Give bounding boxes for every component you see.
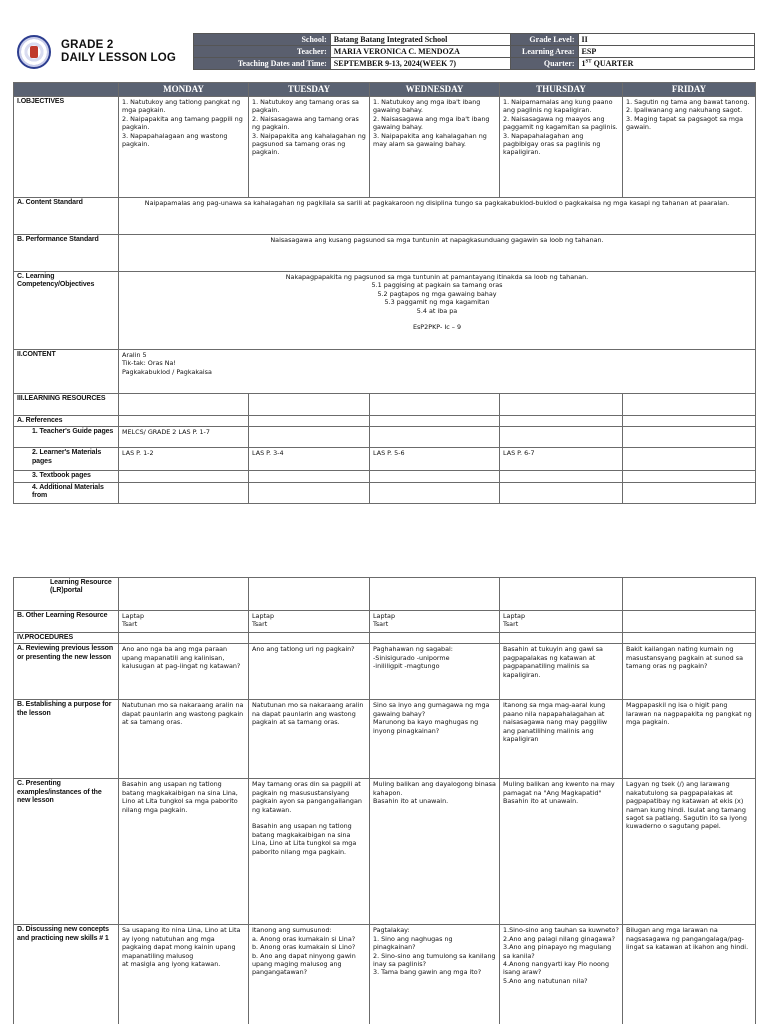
day-header-tuesday: TUESDAY (249, 83, 370, 97)
procedure-c-label: C. Presenting examples/instances of the new lesson (14, 779, 119, 925)
content-standard-label: A. Content Standard (14, 198, 119, 235)
competency-line: Nakapagpapakita ng pagsunod sa mga tuntunin at pamantayang itinakda sa loob ng tahanan. (285, 273, 589, 281)
content-text: Aralin 5 Tik-tak: Oras Na! Pagkakabuklod / Pagkakaisa (119, 350, 756, 394)
procedure-c-friday: Lagyan ng tsek (/) ang larawang nakatutulong sa pagpapalakas at pagpapatibay ng katawan at ekis (x) naman kung hindi. Isulat ang tamang sagot sa patlang. Sagutin ito sa iyong kuwaderno o sagutang papel. (623, 779, 756, 925)
procedure-d-wednesday: Pagtalakay: 1. Sino ang naghugas ng pinagkainan? 2. Sino-sino ang tumulong sa kanilang inay sa paglinis? 3. Tama bang gawin ang mga ito? (370, 925, 500, 1024)
procedure-b-friday: Magpapaskil ng isa o higit pang larawan na nagpapakita ng pangkat ng mga pagkain. (623, 700, 756, 779)
teachers-guide-tuesday (249, 427, 370, 448)
other-resources-label: B. Other Learning Resource (14, 611, 119, 633)
objectives-monday: 1. Natutukoy ang tatlong pangkat ng mga pagkain. 2. Naipapakita ang tamang pagpili ng pagkain. 3. Napapahalagaan ang wastong pagkain. (119, 97, 249, 198)
daily-lesson-log-title: DAILY LESSON LOG (61, 52, 177, 64)
procedure-c-thursday: Muling balikan ang kwento na may pamagat na "Ang Magkapatid" Basahin ito at unawain. (500, 779, 623, 925)
competency-line (122, 315, 752, 323)
learners-materials-tuesday: LAS P. 3-4 (249, 448, 370, 471)
header-info-table (193, 33, 755, 70)
competency-label: C. Learning Competency/Objectives (14, 272, 119, 350)
procedure-d-friday: Bilugan ang mga larawan na nagsasagawa ng pangangalaga/pag-iingat sa katawan at ikahon ang hindi. (623, 925, 756, 1024)
procedure-b-label: B. Establishing a purpose for the lesson (14, 700, 119, 779)
performance-standard-label: B. Performance Standard (14, 235, 119, 272)
objectives-wednesday: 1. Natutukoy ang mga iba't ibang gawaing bahay. 2. Naisasagawa ang mga iba't ibang gawaing bahay. 3. Naipapakita ang kahalagahan ng may alam sa gawaing bahay. (370, 97, 500, 198)
references-label: A. References (14, 416, 119, 427)
additional-materials-label: 4. Additional Materials from (14, 482, 119, 503)
learners-materials-label: 2. Learner's Materials pages (14, 448, 119, 471)
procedure-c-monday: Basahin ang usapan ng tatlong batang magkakaibigan na sina Lina, Lino at Lita tungkol sa mga paborito nilang mga pagkain. (119, 779, 249, 925)
competency-text (119, 272, 756, 350)
learners-materials-friday (623, 448, 756, 471)
resources-label: III.LEARNING RESOURCES (14, 394, 119, 416)
procedure-c-wednesday: Muling balikan ang dayalogong binasa kahapon. Basahin ito at unawain. (370, 779, 500, 925)
lr-portal-label: Learning Resource (LR)portal (14, 578, 119, 611)
procedure-d-monday: Sa usapang ito nina Lina, Lino at Lita ay iyong natutuhan ang mga pagkaing dapat mong kainin upang mapanatiling malusog at masigla ang iyong katawan. (119, 925, 249, 1024)
procedure-a-monday: Ano ano nga ba ang mga paraan upang mapanatili ang kalinisan, kalusugan at pag-iingat ng katawan? (119, 644, 249, 700)
day-header-friday: FRIDAY (623, 83, 756, 97)
learning-area-label: Learning Area: (510, 46, 578, 58)
competency-line: 5.2 pagtapos ng mga gawaing bahay (377, 289, 497, 298)
procedure-a-thursday: Basahin at tukuyin ang gawi sa pagpapalakas ng katawan at pagpapanatiling malinis sa kapaligiran. (500, 644, 623, 700)
objectives-thursday: 1. Naipamamalas ang kung paano ang paglinis ng kapaligiran. 2. Naisasagawa ng maayos ang paggamit ng kagamitan sa paglinis. 3. Napapahalagahan ang pagbibigay oras sa paglinis ng kapaligiran. (500, 97, 623, 198)
corner-cell (14, 83, 119, 97)
performance-standard-text: Naisasagawa ang kusang pagsunod sa mga tuntunin at napagkasunduang gagawin sa loob ng tahanan. (119, 235, 756, 272)
grade-level-value: II (578, 34, 754, 46)
teachers-guide-friday (623, 427, 756, 448)
procedure-d-tuesday: Itanong ang sumusunod: a. Anong oras kumakain si Lina? b. Anong oras kumakain si Lino? b. Ano ang dapat ninyong gawin upang maging malusog ang pangangatawan? (249, 925, 370, 1024)
objectives-tuesday: 1. Natutukoy ang tamang oras sa pagkain. 2. Naisasagawa ang tamang oras ng pagkain. 3. Naipapakita ang kahalagahan ng pagsunod sa tamang oras ng pagkain. (249, 97, 370, 198)
content-label: II.CONTENT (14, 350, 119, 394)
school-value: Batang Batang Integrated School (330, 34, 510, 46)
learners-materials-monday: LAS P. 1-2 (119, 448, 249, 471)
dates-value: SEPTEMBER 9-13, 2024(WEEK 7) (330, 58, 510, 70)
procedure-a-friday: Bakit kailangan nating kumain ng masustansyang pagkain at sunod sa tamang oras ng pagkain? (623, 644, 756, 700)
lesson-log-table-1 (13, 82, 756, 504)
competency-line: 5.4 at iba pa (416, 306, 458, 315)
content-standard-text: Naipapamalas ang pag-unawa sa kahalagahan ng pagkilala sa sarili at pagkakaroon ng disiplina tungo sa pagkakabuklod-buklod o pagkakaisa ng mga kasapi ng tahanan at paaralan. (119, 198, 756, 235)
teachers-guide-label: 1. Teacher's Guide pages (14, 427, 119, 448)
day-header-thursday: THURSDAY (500, 83, 623, 97)
lesson-log-header (13, 33, 755, 73)
procedure-b-tuesday: Natutunan mo sa nakaraang aralin na dapat paunlarin ang wastong pagkain at sa tamang oras. (249, 700, 370, 779)
grade-title: GRADE 2 (61, 39, 114, 51)
competency-line: 5.1 paggising at pagkain sa tamang oras (371, 281, 503, 290)
procedure-b-monday: Natutunan mo sa nakaraang aralin na dapat paunlarin ang wastong pagkain at sa tamang oras. (119, 700, 249, 779)
procedure-a-wednesday: Paghahawan ng sagabal: -Sinisigurado -uniporme -inililigpit -magtungo (370, 644, 500, 700)
procedure-b-wednesday: Sino sa inyo ang gumagawa ng mga gawaing bahay? Marunong ba kayo maghugas ng inyong pinagkainan? (370, 700, 500, 779)
quarter-value: 1ST QUARTER (578, 58, 754, 70)
school-label: School: (194, 34, 331, 46)
learners-materials-wednesday: LAS P. 5-6 (370, 448, 500, 471)
day-header-wednesday: WEDNESDAY (370, 83, 500, 97)
procedure-a-tuesday: Ano ang tatlong uri ng pagkain? (249, 644, 370, 700)
textbook-label: 3. Textbook pages (14, 471, 119, 482)
competency-line: 5.3 paggamit ng mga kagamitan (384, 298, 490, 307)
quarter-label: Quarter: (510, 58, 578, 70)
competency-code: EsP2PKP- Ic – 9 (412, 323, 462, 332)
procedure-b-thursday: Itanong sa mga mag-aaral kung paano nila napapahalagahan at naisasagawa nang may paggiliw ang panatilihing malinis ang kapaligiran (500, 700, 623, 779)
other-resources-tuesday: Laptap Tsart (249, 611, 370, 633)
procedure-d-label: D. Discussing new concepts and practicing new skills # 1 (14, 925, 119, 1024)
learning-area-value: ESP (578, 46, 754, 58)
dates-label: Teaching Dates and Time: (194, 58, 331, 70)
teachers-guide-thursday (500, 427, 623, 448)
teachers-guide-monday: MELCS/ GRADE 2 LAS P. 1-7 (119, 427, 249, 448)
procedure-c-tuesday: May tamang oras din sa pagpili at pagkain ng masusustansiyang pagkain ayon sa pangangailangan ng katawan. Basahin ang usapan ng tatlong batang magkakaibigan na sina Lina, Lino at Lita tungkol sa mga paborito nilang mga pagkain. (249, 779, 370, 925)
procedures-label: IV.PROCEDURES (14, 633, 119, 644)
other-resources-monday: Laptap Tsart (119, 611, 249, 633)
objectives-label: I.OBJECTIVES (14, 97, 119, 198)
procedure-a-label: A. Reviewing previous lesson or presenting the new lesson (14, 644, 119, 700)
objectives-friday: 1. Sagutin ng tama ang bawat tanong. 2. Ipaliwanang ang nakuhang sagot. 3. Maging tapat sa pagsagot sa mga gawain. (623, 97, 756, 198)
teacher-value: MARIA VERONICA C. MENDOZA (330, 46, 510, 58)
teachers-guide-wednesday (370, 427, 500, 448)
deped-seal-icon (17, 35, 51, 69)
grade-level-label: Grade Level: (510, 34, 578, 46)
learners-materials-thursday: LAS P. 6-7 (500, 448, 623, 471)
procedure-d-thursday: 1.Sino-sino ang tauhan sa kuwneto? 2.Ano ang palagi nilang ginagawa? 3.Ano ang pinapayo ng magulang sa kanila? 4.Anong nangyarti kay Pio noong isang araw? 5.Ano ang natutunan nila? (500, 925, 623, 1024)
teacher-label: Teacher: (194, 46, 331, 58)
day-header-monday: MONDAY (119, 83, 249, 97)
other-resources-thursday: Laptap Tsart (500, 611, 623, 633)
lesson-log-table-2 (13, 577, 756, 1024)
log-title (61, 39, 176, 65)
other-resources-wednesday: Laptap Tsart (370, 611, 500, 633)
other-resources-friday (623, 611, 756, 633)
